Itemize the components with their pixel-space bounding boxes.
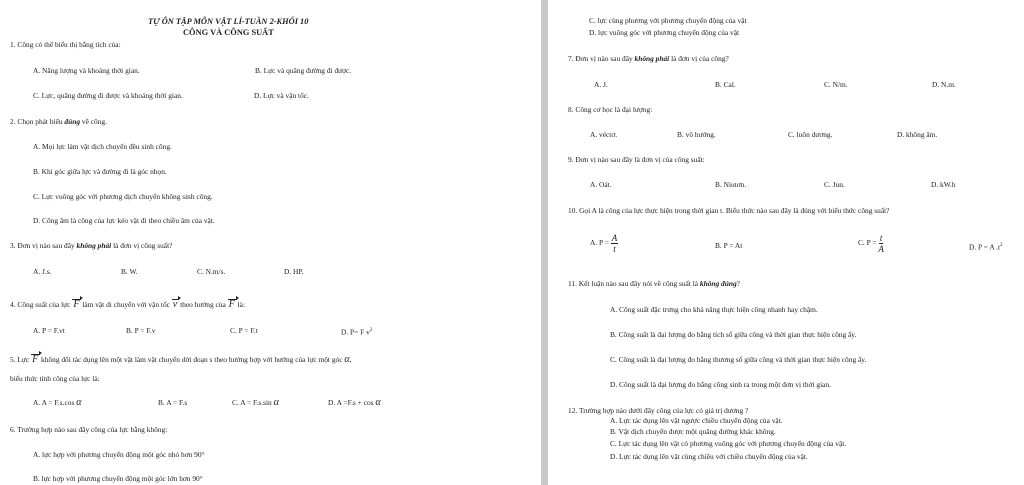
- force-vector-symbol: F: [228, 299, 235, 310]
- option-a: A. Năng lượng và khoảng thời gian.: [33, 66, 140, 75]
- option-d: D. N.m.: [932, 80, 956, 89]
- stem-text: làm vật di chuyển với vận tốc: [82, 300, 170, 309]
- option-text: C. A = F.s.sin: [232, 398, 272, 407]
- option-c: C. Công suất là đại lượng đo bằng thương số giữa công và thời gian thực hiện công ấy.: [610, 355, 867, 364]
- option-d: D. Công suất là đại lượng đo bằng công sinh ra trong một đơn vị thời gian.: [610, 380, 832, 389]
- stem-text: là đơn vị của công?: [669, 54, 729, 63]
- option-b: B. lực hợp với phương chuyển động một góc lớn hơn 90°: [33, 474, 203, 483]
- stem-emphasis: không phải: [76, 241, 112, 250]
- stem-text: là đơn vị công suất?: [111, 241, 173, 250]
- option-b: B. Cal.: [715, 80, 736, 89]
- option-b: B. Niutơn.: [715, 180, 747, 189]
- question-stem-line2: biểu thức tính công của lực là:: [10, 374, 100, 383]
- option-b: B. Lực và quãng đường đi được.: [255, 66, 352, 75]
- denominator: A: [878, 244, 884, 254]
- option-d: [328, 398, 381, 407]
- option-text: D. P= F v: [341, 327, 370, 337]
- option-c: C. N/m.: [824, 80, 848, 89]
- question-stem: [10, 300, 245, 309]
- stem-text: 11. Kết luận nào sau đây nói về công suất là: [568, 279, 700, 288]
- option-a: A. lực hợp với phương chuyển động một góc nhỏ hơn 90°: [33, 450, 205, 459]
- option-d: D. Lực tác dụng lên vật cùng chiều với chiều chuyển động của vật.: [610, 452, 808, 461]
- question-stem: 12. Trường hợp nào dưới đây công của lực có giá trị dương ?: [568, 406, 749, 415]
- stem-text: theo hướng của: [180, 300, 226, 309]
- option-d: D. HP.: [284, 267, 304, 276]
- option-b: B. P = F.v: [126, 326, 156, 335]
- question-stem: [568, 279, 740, 288]
- velocity-vector-symbol: v: [172, 299, 178, 310]
- option-text: D. A =F.s + cos: [328, 398, 374, 407]
- stem-emphasis: đúng: [64, 117, 81, 126]
- question-stem: [10, 241, 172, 250]
- stem-emphasis: không đúng: [699, 279, 737, 288]
- option-c: C. luôn dương.: [788, 130, 833, 139]
- option-a: A. J.: [594, 80, 608, 89]
- right-page: [548, 0, 1024, 485]
- option-c: C. N.m/s.: [197, 267, 226, 276]
- option-b: B. vô hướng.: [677, 130, 716, 139]
- option-d: [341, 326, 372, 336]
- option-c: [858, 233, 884, 254]
- option-b: B. A = F.s: [158, 398, 188, 407]
- option-c: C. Lực tác dụng lên vật có phương vuông góc với phương chuyển động của vật.: [610, 439, 847, 448]
- option-b: B. W.: [121, 267, 138, 276]
- doc-title: TỰ ÔN TẬP MÔN VẬT LÍ-TUẦN 2-KHỐI 10: [148, 17, 309, 26]
- option-b: B. Vật dịch chuyển được một quãng đường khác không.: [610, 427, 776, 436]
- question-stem: [10, 355, 351, 364]
- question-stem: 8. Công cơ học là đại lượng:: [568, 105, 653, 114]
- fraction-a-over-t: [611, 233, 619, 254]
- numerator: t: [879, 233, 883, 243]
- stem-text: 3. Đơn vị nào sau đây: [10, 241, 77, 250]
- question-stem: [10, 117, 107, 126]
- stem-text: 4. Công suất của lực: [10, 300, 71, 309]
- stem-emphasis: không phải: [634, 54, 670, 63]
- option-c: C. Lực vuông góc với phương dịch chuyển không sinh công.: [33, 192, 213, 201]
- alpha-symbol: α: [76, 397, 82, 408]
- option-a: [590, 233, 618, 254]
- option-a: A. Lực tác dụng lên vật ngược chiều chuyển động của vật.: [610, 416, 783, 425]
- stem-text: 7. Đơn vị nào sau đây: [568, 54, 635, 63]
- page-gap: [541, 0, 548, 485]
- option-d: D. Lực và vận tốc.: [254, 91, 309, 100]
- option-a: A. P = F.vt: [33, 326, 65, 335]
- option-a: A. véctơ.: [590, 130, 618, 139]
- option-d: D. kW.h: [931, 180, 956, 189]
- option-b: B. Công suất là đại lượng đo bằng tích số giữa công và thời gian thực hiện công ấy.: [610, 330, 857, 339]
- option-d: D. không âm.: [897, 130, 938, 139]
- question-stem: 6. Trường hợp nào sau đây công của lực bằng không:: [10, 425, 168, 434]
- alpha-symbol: α: [344, 354, 350, 365]
- option-a: A. Oát.: [590, 180, 612, 189]
- stem-text: ?: [736, 279, 740, 288]
- fraction-t-over-a: [878, 233, 884, 254]
- force-vector-symbol: F: [73, 299, 80, 310]
- option-text: C. P =: [858, 238, 877, 248]
- option-a: A. Công suất đặc trưng cho khả năng thực hiện công nhanh hay chậm.: [610, 305, 818, 314]
- question-stem: 9. Đơn vị nào sau đây là đơn vị của công suất:: [568, 155, 705, 164]
- stem-text: về công.: [80, 117, 107, 126]
- option-a: [33, 398, 81, 407]
- option-text: A. A = F.s.cos: [33, 398, 75, 407]
- stem-text: 2. Chọn phát biểu: [10, 117, 65, 126]
- option-d: D. Công âm là công của lực kéo vật đi theo chiều âm của vật.: [33, 216, 215, 225]
- option-b: B. P = At: [715, 241, 743, 250]
- stem-text: là:: [237, 300, 246, 309]
- force-vector-symbol: F: [32, 354, 39, 365]
- option-d: D. lực vuông góc với phương chuyển động của vật: [589, 28, 740, 37]
- numerator: A: [611, 233, 618, 243]
- option-d: [969, 241, 1003, 251]
- superscript: 2: [1000, 243, 1003, 248]
- question-stem: 1. Công có thể biểu thị bằng tích của:: [10, 40, 121, 49]
- doc-subtitle: CÔNG VÀ CÔNG SUẤT: [183, 28, 274, 37]
- option-c: C. Lực, quãng đường đi được và khoảng thời gian.: [33, 91, 183, 100]
- stem-text: ,: [349, 355, 352, 364]
- superscript: 2: [369, 328, 373, 333]
- question-stem: [568, 54, 729, 63]
- option-a: A. J.s.: [33, 267, 52, 276]
- option-a: A. Mọi lực làm vật dịch chuyển đều sinh công.: [33, 142, 172, 151]
- stem-text: 5. Lực: [10, 355, 30, 364]
- denominator: t: [613, 244, 616, 254]
- option-text: A. P =: [590, 238, 609, 248]
- option-c: C. P = F.t: [230, 326, 258, 335]
- option-c: C. Jun.: [824, 180, 845, 189]
- option-c: [232, 398, 279, 407]
- stem-text: không đổi tác dụng lên một vật làm vật chuyển dời đoạn s theo hướng hợp với hướng của lực một góc: [41, 355, 343, 364]
- question-stem: 10. Gọi A là công của lực thực hiện trong thời gian t. Biểu thức nào sau đây là đúng với biểu thức công suất?: [568, 206, 890, 215]
- alpha-symbol: α: [375, 397, 381, 408]
- option-c: C. lực cùng phương với phương chuyển động của vật: [589, 16, 747, 25]
- option-text: D. P = A .t: [969, 242, 1001, 252]
- alpha-symbol: α: [273, 397, 279, 408]
- option-b: B. Khi góc giữa lực và đường đi là góc nhọn.: [33, 167, 167, 176]
